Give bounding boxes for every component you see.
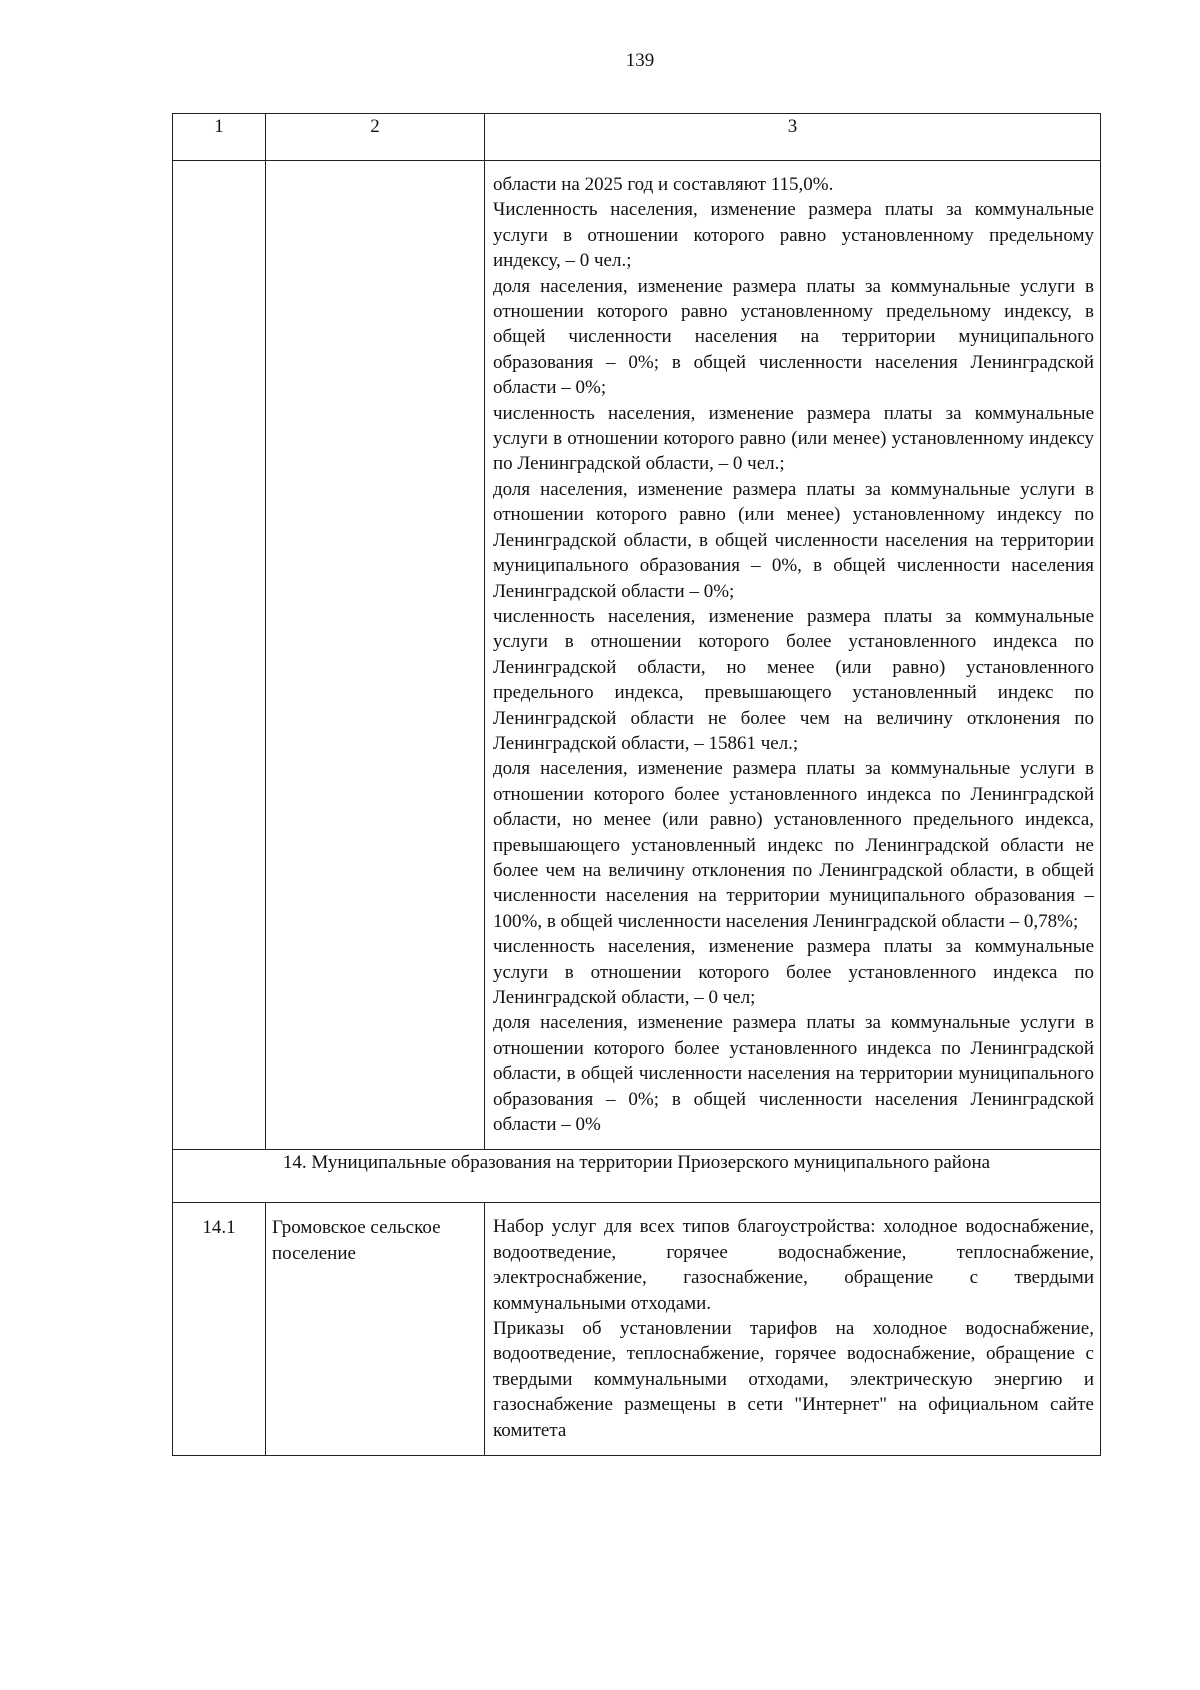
paragraph: доля населения, изменение размера платы за коммунальные услуги в отношении которого более установленного индекса по Ленинградской области, но менее (или равно) установленного предельного индекса, превышающего установленный индекс по Ленинградской области не более чем на величину отклонения по Ленинградской области, в общей численности населения на территории муниципального образования – 100%, в общей численности населения Ленинградской области – 0,78%; (493, 758, 1094, 932)
description-cell (485, 1203, 1101, 1456)
column-header-2: 2 (266, 114, 485, 161)
paragraph: Набор услуг для всех типов благоустройства: холодное водоснабжение, водоотведение, горячее водоснабжение, теплоснабжение, электроснабжение, газоснабжение, обращение с твердыми коммунальными отходами. (493, 1216, 1094, 1314)
paragraph: численность населения, изменение размера платы за коммунальные услуги в отношении которого равно (или менее) установленному индексу по Ленинградской области, – 0 чел.; (493, 402, 1094, 475)
table-header-row (173, 114, 1101, 161)
row-number: 14.1 (173, 1203, 266, 1456)
paragraph: доля населения, изменение размера платы за коммунальные услуги в отношении которого равно установленному предельному индексу, в общей численности населения на территории муниципального образования – 0%; в общей численности населения Ленинградской области – 0%; (493, 275, 1094, 399)
paragraph: области на 2025 год и составляют 115,0%. (493, 174, 834, 195)
paragraph: численность населения, изменение размера платы за коммунальные услуги в отношении которого более установленного индекса по Ленинградской области, – 0 чел; (493, 936, 1094, 1008)
description-cell (485, 161, 1101, 1150)
table-row-14-1 (173, 1203, 1101, 1456)
section-title: 14. Муниципальные образования на территории Приозерского муниципального района (173, 1150, 1101, 1203)
municipality-name: Громовское сельское поселение (266, 1203, 485, 1456)
page-number: 139 (625, 50, 655, 71)
section-heading-row (173, 1150, 1101, 1203)
paragraph: Численность населения, изменение размера платы за коммунальные услуги в отношении которого равно установленному предельному индексу, – 0 чел.; (493, 199, 1094, 272)
name-cell (266, 161, 485, 1150)
paragraph: доля населения, изменение размера платы за коммунальные услуги в отношении которого равно (или менее) установленному индексу по Ленинградской области, в общей численности населения на территории муниципального образования – 0%, в общей численности населения Ленинградской области – 0%; (493, 478, 1094, 602)
paragraph: доля населения, изменение размера платы за коммунальные услуги в отношении которого более установленного индекса по Ленинградской области, в общей численности населения на территории муниципального образования – 0%; в общей численности населения Ленинградской области – 0% (493, 1012, 1094, 1136)
number-cell (173, 161, 266, 1150)
table-row-continued (173, 161, 1101, 1150)
data-table (172, 113, 1101, 1456)
column-header-3: 3 (485, 114, 1101, 161)
paragraph: Приказы об установлении тарифов на холодное водоснабжение, водоотведение, теплоснабжение, горячее водоснабжение, обращение с твердыми коммунальными отходами, электрическую энергию и газоснабжение размещены в сети "Интернет" на официальном сайте комитета (493, 1318, 1094, 1441)
paragraph: численность населения, изменение размера платы за коммунальные услуги в отношении которого более установленного индекса по Ленинградской области, но менее (или равно) установленного предельного индекса, превышающего установленный индекс по Ленинградской области не более чем на величину отклонения по Ленинградской области, – 15861 чел.; (493, 605, 1094, 754)
column-header-1: 1 (173, 114, 266, 161)
